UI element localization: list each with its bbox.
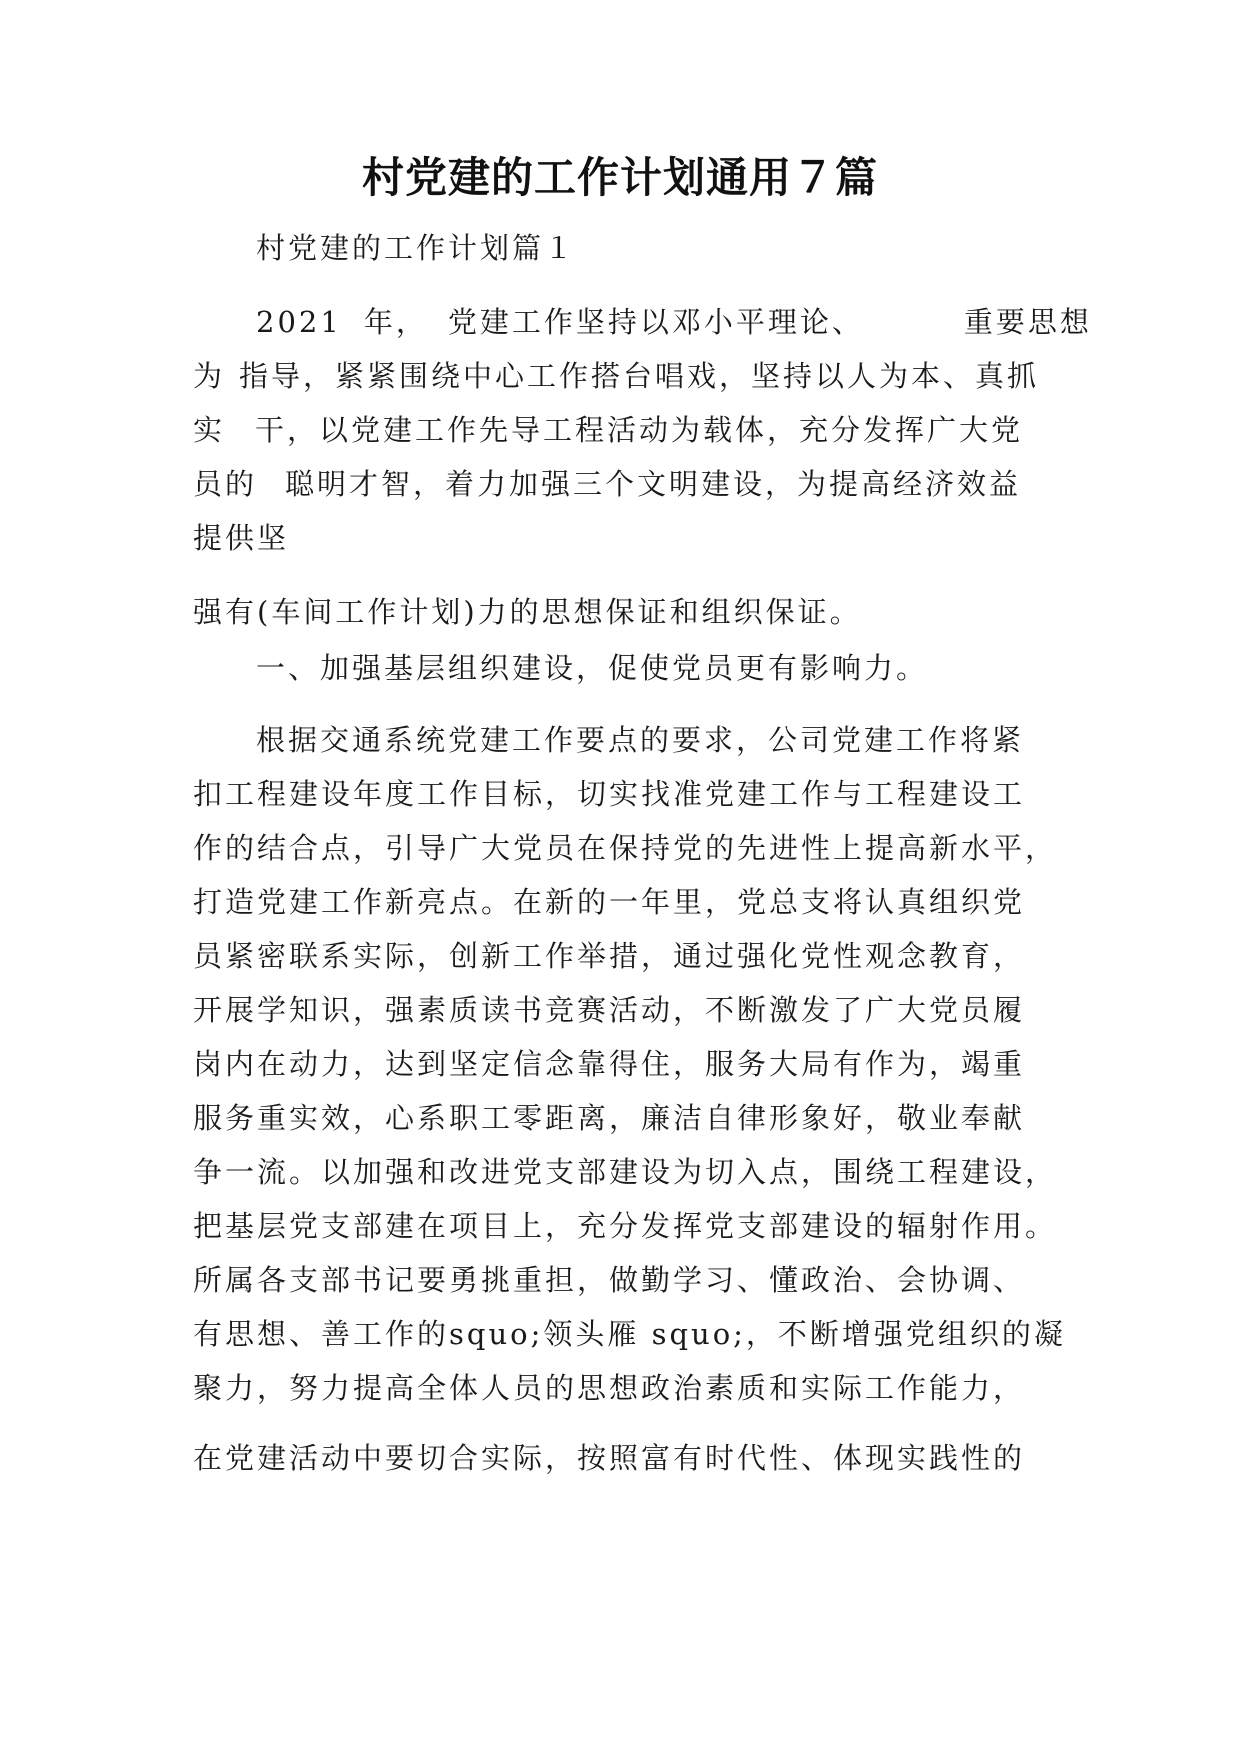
body-line: 服务重实效，心系职工零距离，廉洁自律形象好，敬业奉献 — [193, 1101, 1026, 1135]
text-segment: 2021 — [256, 305, 342, 339]
body-line: 岗内在动力，达到坚定信念靠得住，服务大局有作为，竭重 — [193, 1047, 1026, 1081]
body-line: 有思想、善工作的squo;领头雁 squo;，不断增强党组织的凝 — [193, 1317, 1066, 1351]
text-segment: 员的 — [193, 467, 258, 501]
paragraph-line — [256, 302, 1092, 342]
text-segment: 干，以党建工作先导工程活动为载体，充分发挥广大党 — [255, 413, 1024, 447]
text-segment: 实 — [193, 413, 226, 447]
text-segment: 聪明才智，着力加强三个文明建设，为提高经济效益 — [285, 467, 1022, 501]
body-line: 争一流。以加强和改进党支部建设为切入点，围绕工程建设， — [193, 1155, 1058, 1189]
paragraph-line — [193, 356, 1039, 396]
text-segment: 为 — [193, 359, 226, 393]
body-line: 聚力，努力提高全体人员的思想政治素质和实际工作能力， — [193, 1371, 1026, 1405]
body-line: 扣工程建设年度工作目标，切实找准党建工作与工程建设工 — [193, 777, 1026, 811]
paragraph-line — [193, 410, 1023, 450]
paragraph-line: 强有(车间工作计划)力的思想保证和组织保证。 — [193, 595, 862, 629]
paragraph-line — [193, 464, 1021, 504]
document-title: 村党建的工作计划通用７篇 — [361, 153, 878, 202]
body-line: 在党建活动中要切合实际，按照富有时代性、体现实践性的 — [193, 1441, 1026, 1475]
section-heading: 村党建的工作计划篇１ — [256, 231, 577, 265]
subheading: 一、加强基层组织建设，促使党员更有影响力。 — [256, 651, 929, 685]
body-line: 根据交通系统党建工作要点的要求，公司党建工作将紧 — [256, 723, 1025, 757]
text-segment: 指导，紧紧围绕中心工作搭台唱戏，坚持以人为本、真抓 — [239, 359, 1040, 393]
body-line: 员紧密联系实际，创新工作举措，通过强化党性观念教育， — [193, 939, 1026, 973]
text-segment: 党建工作坚持以邓小平理论、 — [447, 305, 864, 339]
body-line: 所属各支部书记要勇挑重担，做勤学习、懂政治、会协调、 — [193, 1263, 1026, 1297]
body-line: 把基层党支部建在项目上，充分发挥党支部建设的辐射作用。 — [193, 1209, 1058, 1243]
body-line: 打造党建工作新亮点。在新的一年里，党总支将认真组织党 — [193, 885, 1026, 919]
body-line: 开展学知识，强素质读书竞赛活动，不断激发了广大党员履 — [193, 993, 1026, 1027]
paragraph-line: 提供坚 — [193, 521, 290, 555]
text-segment: 年， — [363, 305, 428, 339]
body-line: 作的结合点，引导广大党员在保持党的先进性上提高新水平， — [193, 831, 1058, 865]
text-segment: 重要思想 — [963, 305, 1092, 339]
